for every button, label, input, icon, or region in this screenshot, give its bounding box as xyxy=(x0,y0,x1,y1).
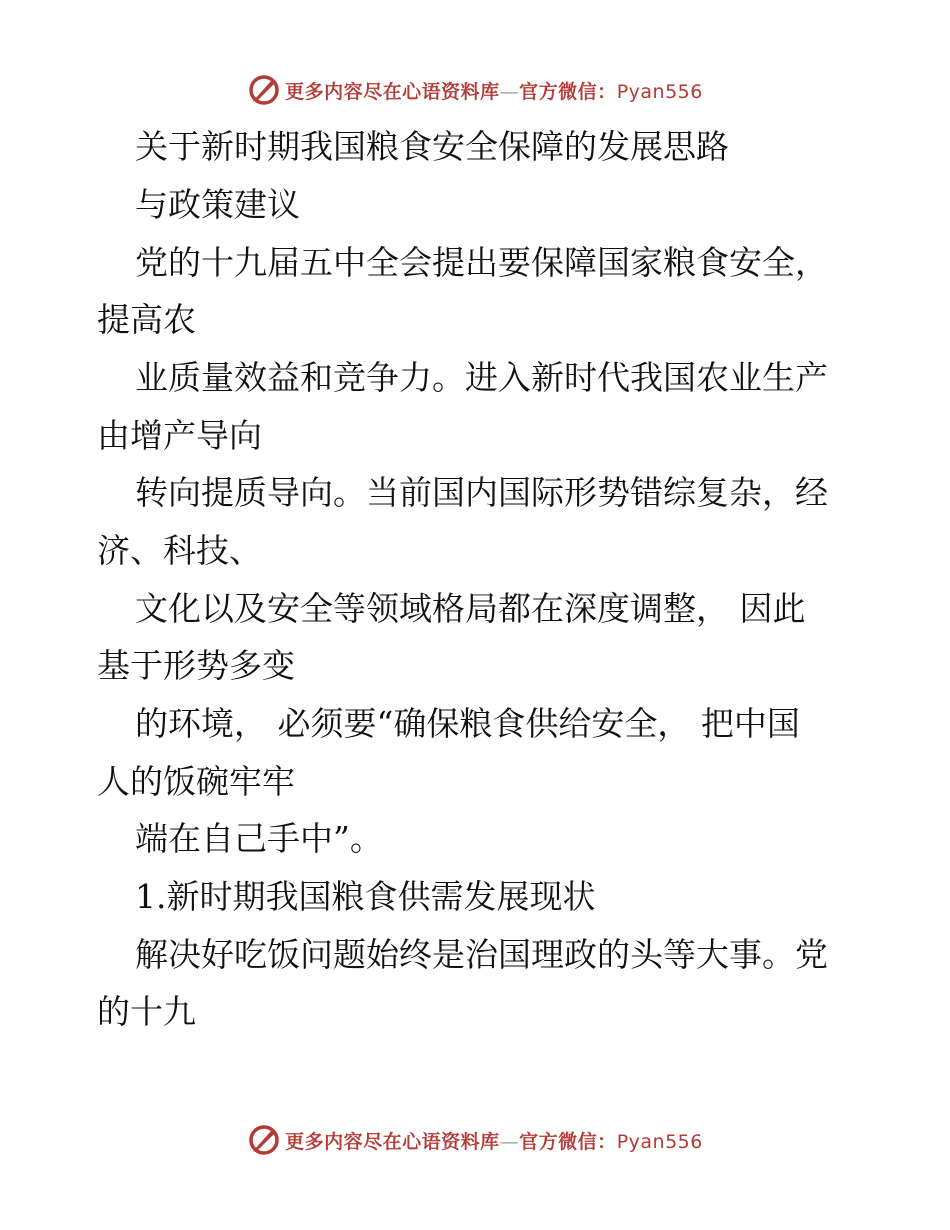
paragraph-line: 基于形势多变 xyxy=(97,646,295,685)
paragraph-line: 人的饭碗牢牢 xyxy=(97,762,295,801)
paragraph-line: 由增产导向 xyxy=(97,416,262,455)
paragraph-line: 业质量效益和竞争力。进入新时代我国农业生产 xyxy=(135,358,828,397)
paragraph-line: 济、科技、 xyxy=(97,531,262,570)
title-line-1: 关于新时期我国粮食安全保障的发展思路 xyxy=(135,127,729,166)
paragraph-line: 端在自己手中”。 xyxy=(135,819,383,858)
quill-logo-icon xyxy=(247,1123,281,1157)
section-heading: 1.新时期我国粮食供需发展现状 xyxy=(135,877,596,916)
quill-logo-icon xyxy=(247,73,281,107)
watermark-text: 更多内容尽在心语资料库—官方微信：Pyan556 xyxy=(285,1130,703,1153)
watermark-banner-top xyxy=(0,70,950,110)
paragraph-line: 的十九 xyxy=(97,992,196,1031)
title-line-2: 与政策建议 xyxy=(135,185,300,224)
watermark-banner-bottom xyxy=(0,1120,950,1160)
paragraph-line: 提高农 xyxy=(97,300,196,339)
paragraph-line: 转向提质导向。当前国内国际形势错综复杂，经 xyxy=(135,473,828,512)
paragraph-line: 党的十九届五中全会提出要保障国家粮食安全， xyxy=(135,243,828,282)
paragraph-line: 的环境， 必须要“确保粮食供给安全， 把中国 xyxy=(135,704,800,743)
paragraph-line: 文化以及安全等领域格局都在深度调整， 因此 xyxy=(135,589,806,628)
watermark-text: 更多内容尽在心语资料库—官方微信：Pyan556 xyxy=(285,80,703,103)
paragraph-line: 解决好吃饭问题始终是治国理政的头等大事。党 xyxy=(135,935,828,974)
